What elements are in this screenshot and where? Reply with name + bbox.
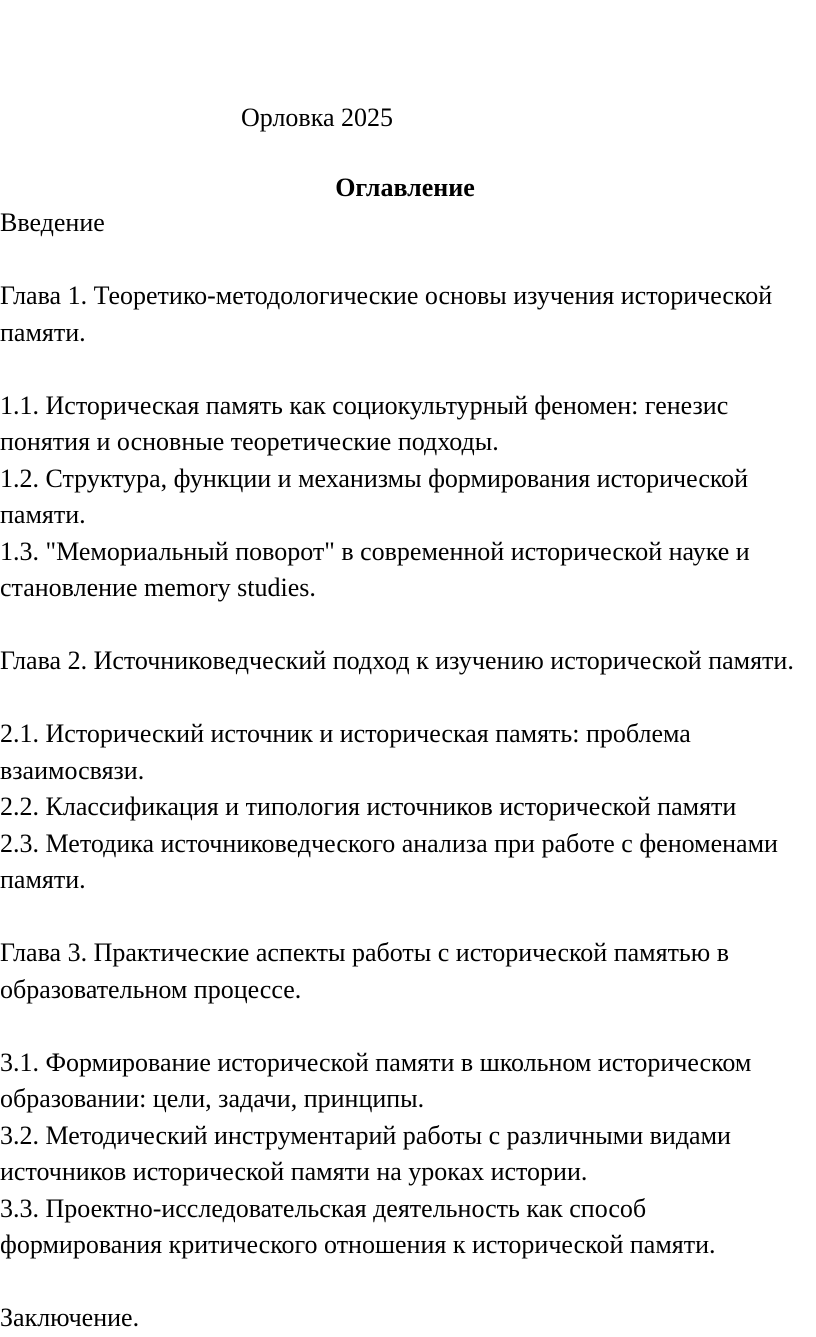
toc-chapter-3: Глава 3. Практические аспекты работы с исторической памятью в образовательном процессе. <box>0 938 729 1004</box>
spacer <box>0 1264 814 1301</box>
toc-section-1-3: 1.3. "Мемориальный поворот" в современной исторической науке и становление memory studies. <box>0 536 750 602</box>
toc-conclusion: Заключение. <box>0 1303 140 1332</box>
spacer <box>0 607 814 644</box>
toc-intro: Введение <box>0 208 105 237</box>
toc-title: Оглавление <box>335 173 475 202</box>
table-of-contents <box>0 205 814 1337</box>
toc-section-3-1: 3.1. Формирование исторической памяти в школьном историческом образовании: цели, задачи, принципы. <box>0 1047 752 1113</box>
toc-section-2-3: 2.3. Методика источниковедческого анализа при работе с феноменами памяти. <box>0 828 778 894</box>
toc-section-3-3: 3.3. Проектно-исследовательская деятельность как способ формирования критического отношения к исторической памяти. <box>0 1193 716 1259</box>
toc-section-3-2: 3.2. Методический инструментарий работы с различными видами источников исторической памяти на уроках истории. <box>0 1120 731 1186</box>
spacer <box>0 899 814 936</box>
toc-section-2-2: 2.2. Классификация и типология источников исторической памяти <box>0 792 737 821</box>
toc-section-1-2: 1.2. Структура, функции и механизмы формирования исторической памяти. <box>0 463 749 529</box>
spacer <box>0 1008 814 1045</box>
toc-chapter-2: Глава 2. Источниковедческий подход к изучению исторической памяти. <box>0 646 794 675</box>
toc-section-1-1: 1.1. Историческая память как социокультурный феномен: генезис понятия и основные теоретические подходы. <box>0 390 729 456</box>
toc-section-2-1: 2.1. Исторический источник и историческая память: проблема взаимосвязи. <box>0 719 691 785</box>
spacer <box>0 351 814 388</box>
spacer <box>0 242 814 279</box>
toc-chapter-1: Глава 1. Теоретико-методологические основы изучения исторической памяти. <box>0 281 773 347</box>
city-year-line: Орловка 2025 <box>241 103 393 132</box>
spacer <box>0 680 814 717</box>
